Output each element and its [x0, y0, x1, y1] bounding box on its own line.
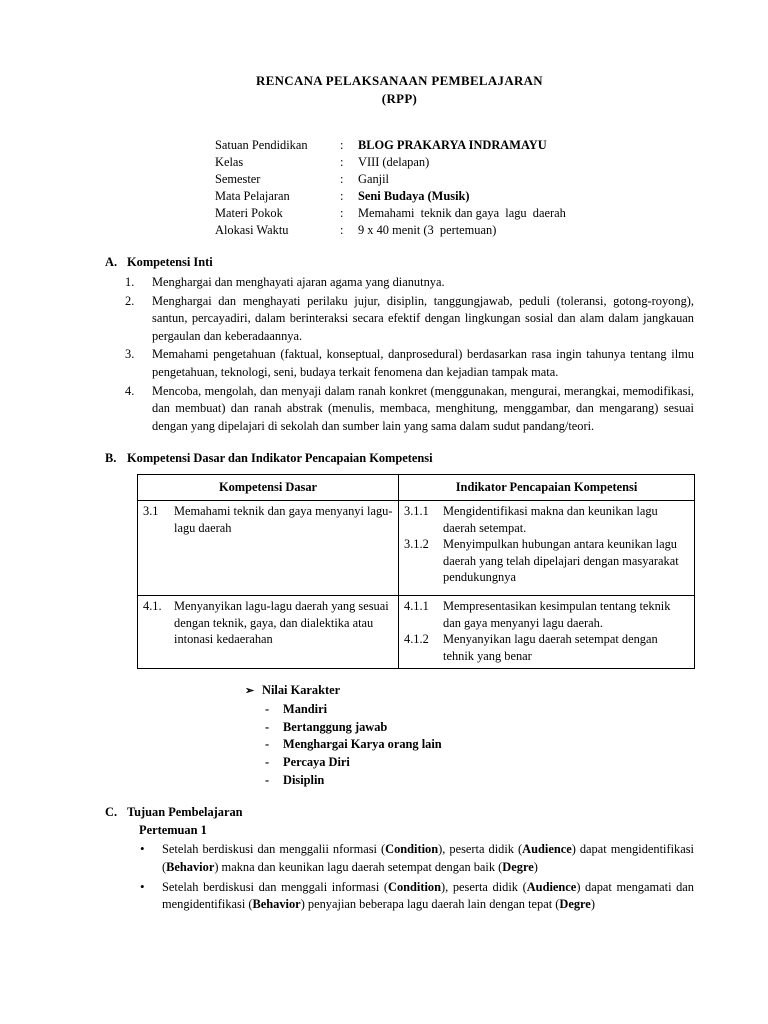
emphasis-term: Audience: [522, 842, 572, 857]
section-b-title: Kompetensi Dasar dan Indikator Pencapaian Kompetensi: [127, 451, 433, 466]
tujuan-bullet-item: [140, 879, 694, 914]
indicator-entry: [404, 598, 689, 631]
bullet-dot-icon: •: [140, 878, 145, 894]
tujuan-bullet-text: [162, 879, 694, 914]
list-marker: 2.: [125, 293, 135, 308]
kd-code: 4.1.: [143, 599, 162, 614]
table-header-indikator: Indikator Pencapaian Kompetensi: [399, 474, 695, 501]
emphasis-term: Behavior: [252, 897, 301, 912]
arrow-bullet-icon: ➢: [245, 685, 255, 698]
nilai-karakter-label-item: Disiplin: [283, 772, 325, 787]
tujuan-bullet-item: [140, 841, 694, 876]
dash-marker: -: [265, 772, 270, 787]
identity-row: [215, 171, 768, 188]
table-row: [138, 501, 695, 596]
table-row: [138, 596, 695, 669]
identity-value: VIII (delapan): [358, 154, 430, 169]
identity-value: 9 x 40 menit (3 pertemuan): [358, 223, 497, 238]
identity-label: Satuan Pendidikan: [215, 137, 308, 152]
nilai-karakter-label-item: Percaya Diri: [283, 754, 350, 769]
plain-text: ) makna dan keunikan lagu daerah setempat dengan baik (: [214, 859, 503, 874]
bullet-dot-icon: •: [140, 841, 145, 857]
kompetensi-inti-item: [125, 346, 694, 381]
emphasis-term: Condition: [385, 842, 439, 857]
identity-colon: :: [340, 206, 344, 221]
emphasis-term: Condition: [388, 879, 442, 894]
list-marker: 4.: [125, 383, 135, 398]
plain-text: ), peserta didik (: [441, 879, 527, 894]
emphasis-term: Degre: [559, 897, 591, 912]
dash-marker: -: [265, 754, 270, 769]
plain-text: ) dapat mengamati dan mengidentifikasi (: [162, 879, 694, 912]
identity-value: Ganjil: [358, 171, 389, 186]
kd-code: 3.1: [143, 504, 159, 519]
list-item-text: Menghargai dan menghayati ajaran agama yang dianutnya.: [152, 274, 445, 289]
section-c-letter: C.: [105, 805, 118, 820]
list-item-text: Memahami pengetahuan (faktual, konseptual, danprosedural) berdasarkan rasa ingin tahunya tentang ilmu pengetahuan, teknologi, seni, budaya terkait fenomena dan kejadian tampak mata.: [152, 347, 694, 379]
list-marker: 3.: [125, 347, 135, 362]
nilai-karakter-label: Nilai Karakter: [262, 683, 341, 698]
plain-text: ): [590, 897, 595, 912]
plain-text: Setelah berdiskusi dan menggali informasi (: [162, 879, 388, 894]
identity-label: Mata Pelajaran: [215, 188, 290, 203]
nilai-karakter-item: [265, 736, 694, 754]
document-title-line-2: (RPP): [381, 92, 418, 107]
plain-text: ), peserta didik (: [438, 842, 523, 857]
plain-text: ) penyajian beberapa lagu daerah lain dengan tepat (: [300, 897, 560, 912]
identity-colon: :: [340, 137, 344, 152]
indicator-text: Menyimpulkan hubungan antara keunikan lagu daerah yang telah dipelajari dengan masyarakat pendukungnya: [443, 537, 679, 585]
kompetensi-dasar-table-wrapper: [105, 474, 694, 670]
list-marker: 1.: [125, 274, 135, 289]
indicator-code: 4.1.1: [404, 599, 429, 614]
nilai-karakter-item: [265, 701, 694, 719]
identity-row: [215, 188, 768, 205]
indicator-code: 3.1.1: [404, 504, 429, 519]
section-a-title: Kompetensi Inti: [127, 255, 213, 270]
kd-entry: [143, 598, 393, 648]
identity-colon: :: [340, 171, 344, 186]
section-b-letter: B.: [105, 451, 117, 466]
nilai-karakter-list: [245, 701, 694, 789]
list-item-text: Mencoba, mengolah, dan menyaji dalam ranah konkret (menggunakan, mengurai, merangkai, memodifikasi, dan membuat) dan ranah abstrak (menulis, membaca, menghitung, menggambar, dan mengarang) sesuai dengan yang dipelajari di sekolah dan sumber lain yang sama dalam sudut pandang/teori.: [152, 383, 694, 433]
emphasis-term: Audience: [526, 879, 577, 894]
indicator-code: 3.1.2: [404, 537, 429, 552]
identity-colon: :: [340, 223, 344, 238]
dash-marker: -: [265, 737, 270, 752]
tujuan-bullet-text: [162, 841, 694, 876]
indicator-entry: [404, 503, 689, 536]
kd-entry: [143, 503, 393, 536]
table-cell-kompetensi-dasar: [138, 501, 399, 596]
indicator-text: Menyanyikan lagu daerah setempat dengan tehnik yang benar: [443, 632, 658, 663]
identity-block: [215, 137, 768, 240]
kompetensi-dasar-table: [137, 474, 695, 670]
nilai-karakter-heading: [245, 682, 694, 700]
table-cell-kompetensi-dasar: [138, 596, 399, 669]
identity-label: Kelas: [215, 154, 244, 169]
section-c-heading: [105, 804, 694, 822]
section-kompetensi-dasar: [0, 450, 768, 789]
nilai-karakter-label-item: Mandiri: [283, 702, 328, 717]
dash-marker: -: [265, 702, 270, 717]
emphasis-term: Behavior: [166, 859, 215, 874]
identity-colon: :: [340, 154, 344, 169]
identity-row: [215, 154, 768, 171]
table-cell-indikator: [399, 501, 695, 596]
indicator-text: Mempresentasikan kesimpulan tentang teknik dan gaya menyanyi lagu daerah.: [443, 599, 671, 630]
identity-value: BLOG PRAKARYA INDRAMAYU: [358, 137, 547, 152]
section-tujuan-pembelajaran: [0, 804, 768, 914]
identity-row: [215, 205, 768, 222]
table-header-row: [138, 474, 695, 501]
dash-marker: -: [265, 719, 270, 734]
kompetensi-inti-list: [105, 274, 694, 435]
section-a-letter: A.: [105, 255, 118, 270]
indicator-code: 4.1.2: [404, 632, 429, 647]
section-b-heading: [105, 450, 694, 468]
identity-value: Memahami teknik dan gaya lagu daerah: [358, 206, 566, 221]
nilai-karakter-item: [265, 719, 694, 737]
list-item-text: Menghargai dan menghayati perilaku jujur, disiplin, tanggungjawab, peduli (toleransi, gotong-royong), santun, percayadiri, dalam berinteraksi secara efektif dengan lingkungan sosial dan alam dalam jangkauan pergaulan dan keberadaannya.: [152, 293, 694, 343]
plain-text: Setelah berdiskusi dan menggalii nformasi (: [162, 842, 386, 857]
kompetensi-inti-item: [125, 383, 694, 436]
kd-text: Menyanyikan lagu-lagu daerah yang sesuai dengan teknik, gaya, dan dialektika atau intonasi kedaerahan: [174, 599, 389, 647]
identity-label: Semester: [215, 171, 261, 186]
nilai-karakter-label-item: Menghargai Karya orang lain: [283, 737, 442, 752]
nilai-karakter-item: [265, 772, 694, 790]
identity-row: [215, 222, 768, 239]
section-kompetensi-inti: [0, 254, 768, 435]
nilai-karakter-block: [105, 682, 694, 789]
indicator-text: Mengidentifikasi makna dan keunikan lagu daerah setempat.: [443, 504, 658, 535]
nilai-karakter-item: [265, 754, 694, 772]
indicator-entry: [404, 536, 689, 586]
tujuan-bullet-list: [105, 841, 694, 913]
document-title-line-1: RENCANA PELAKSANAAN PEMBELAJARAN: [256, 74, 543, 88]
identity-colon: :: [340, 188, 344, 203]
nilai-karakter-label-item: Bertanggung jawab: [283, 719, 388, 734]
kompetensi-inti-item: [125, 274, 694, 292]
identity-label: Materi Pokok: [215, 206, 283, 221]
document-title-block: [0, 0, 768, 109]
emphasis-term: Degre: [502, 859, 534, 874]
kompetensi-inti-item: [125, 293, 694, 346]
identity-label: Alokasi Waktu: [215, 223, 289, 238]
identity-row: [215, 137, 768, 154]
plain-text: ): [533, 859, 538, 874]
pertemuan-subheading: Pertemuan 1: [139, 822, 207, 837]
table-header-kompetensi-dasar: Kompetensi Dasar: [138, 474, 399, 501]
table-cell-indikator: [399, 596, 695, 669]
plain-text: ) dapat mengidentifikasi (: [162, 842, 694, 874]
section-c-title: Tujuan Pembelajaran: [127, 805, 243, 820]
section-a-heading: [105, 254, 694, 272]
kd-text: Memahami teknik dan gaya menyanyi lagu-lagu daerah: [174, 504, 393, 535]
indicator-entry: [404, 631, 689, 664]
identity-value: Seni Budaya (Musik): [358, 188, 470, 203]
